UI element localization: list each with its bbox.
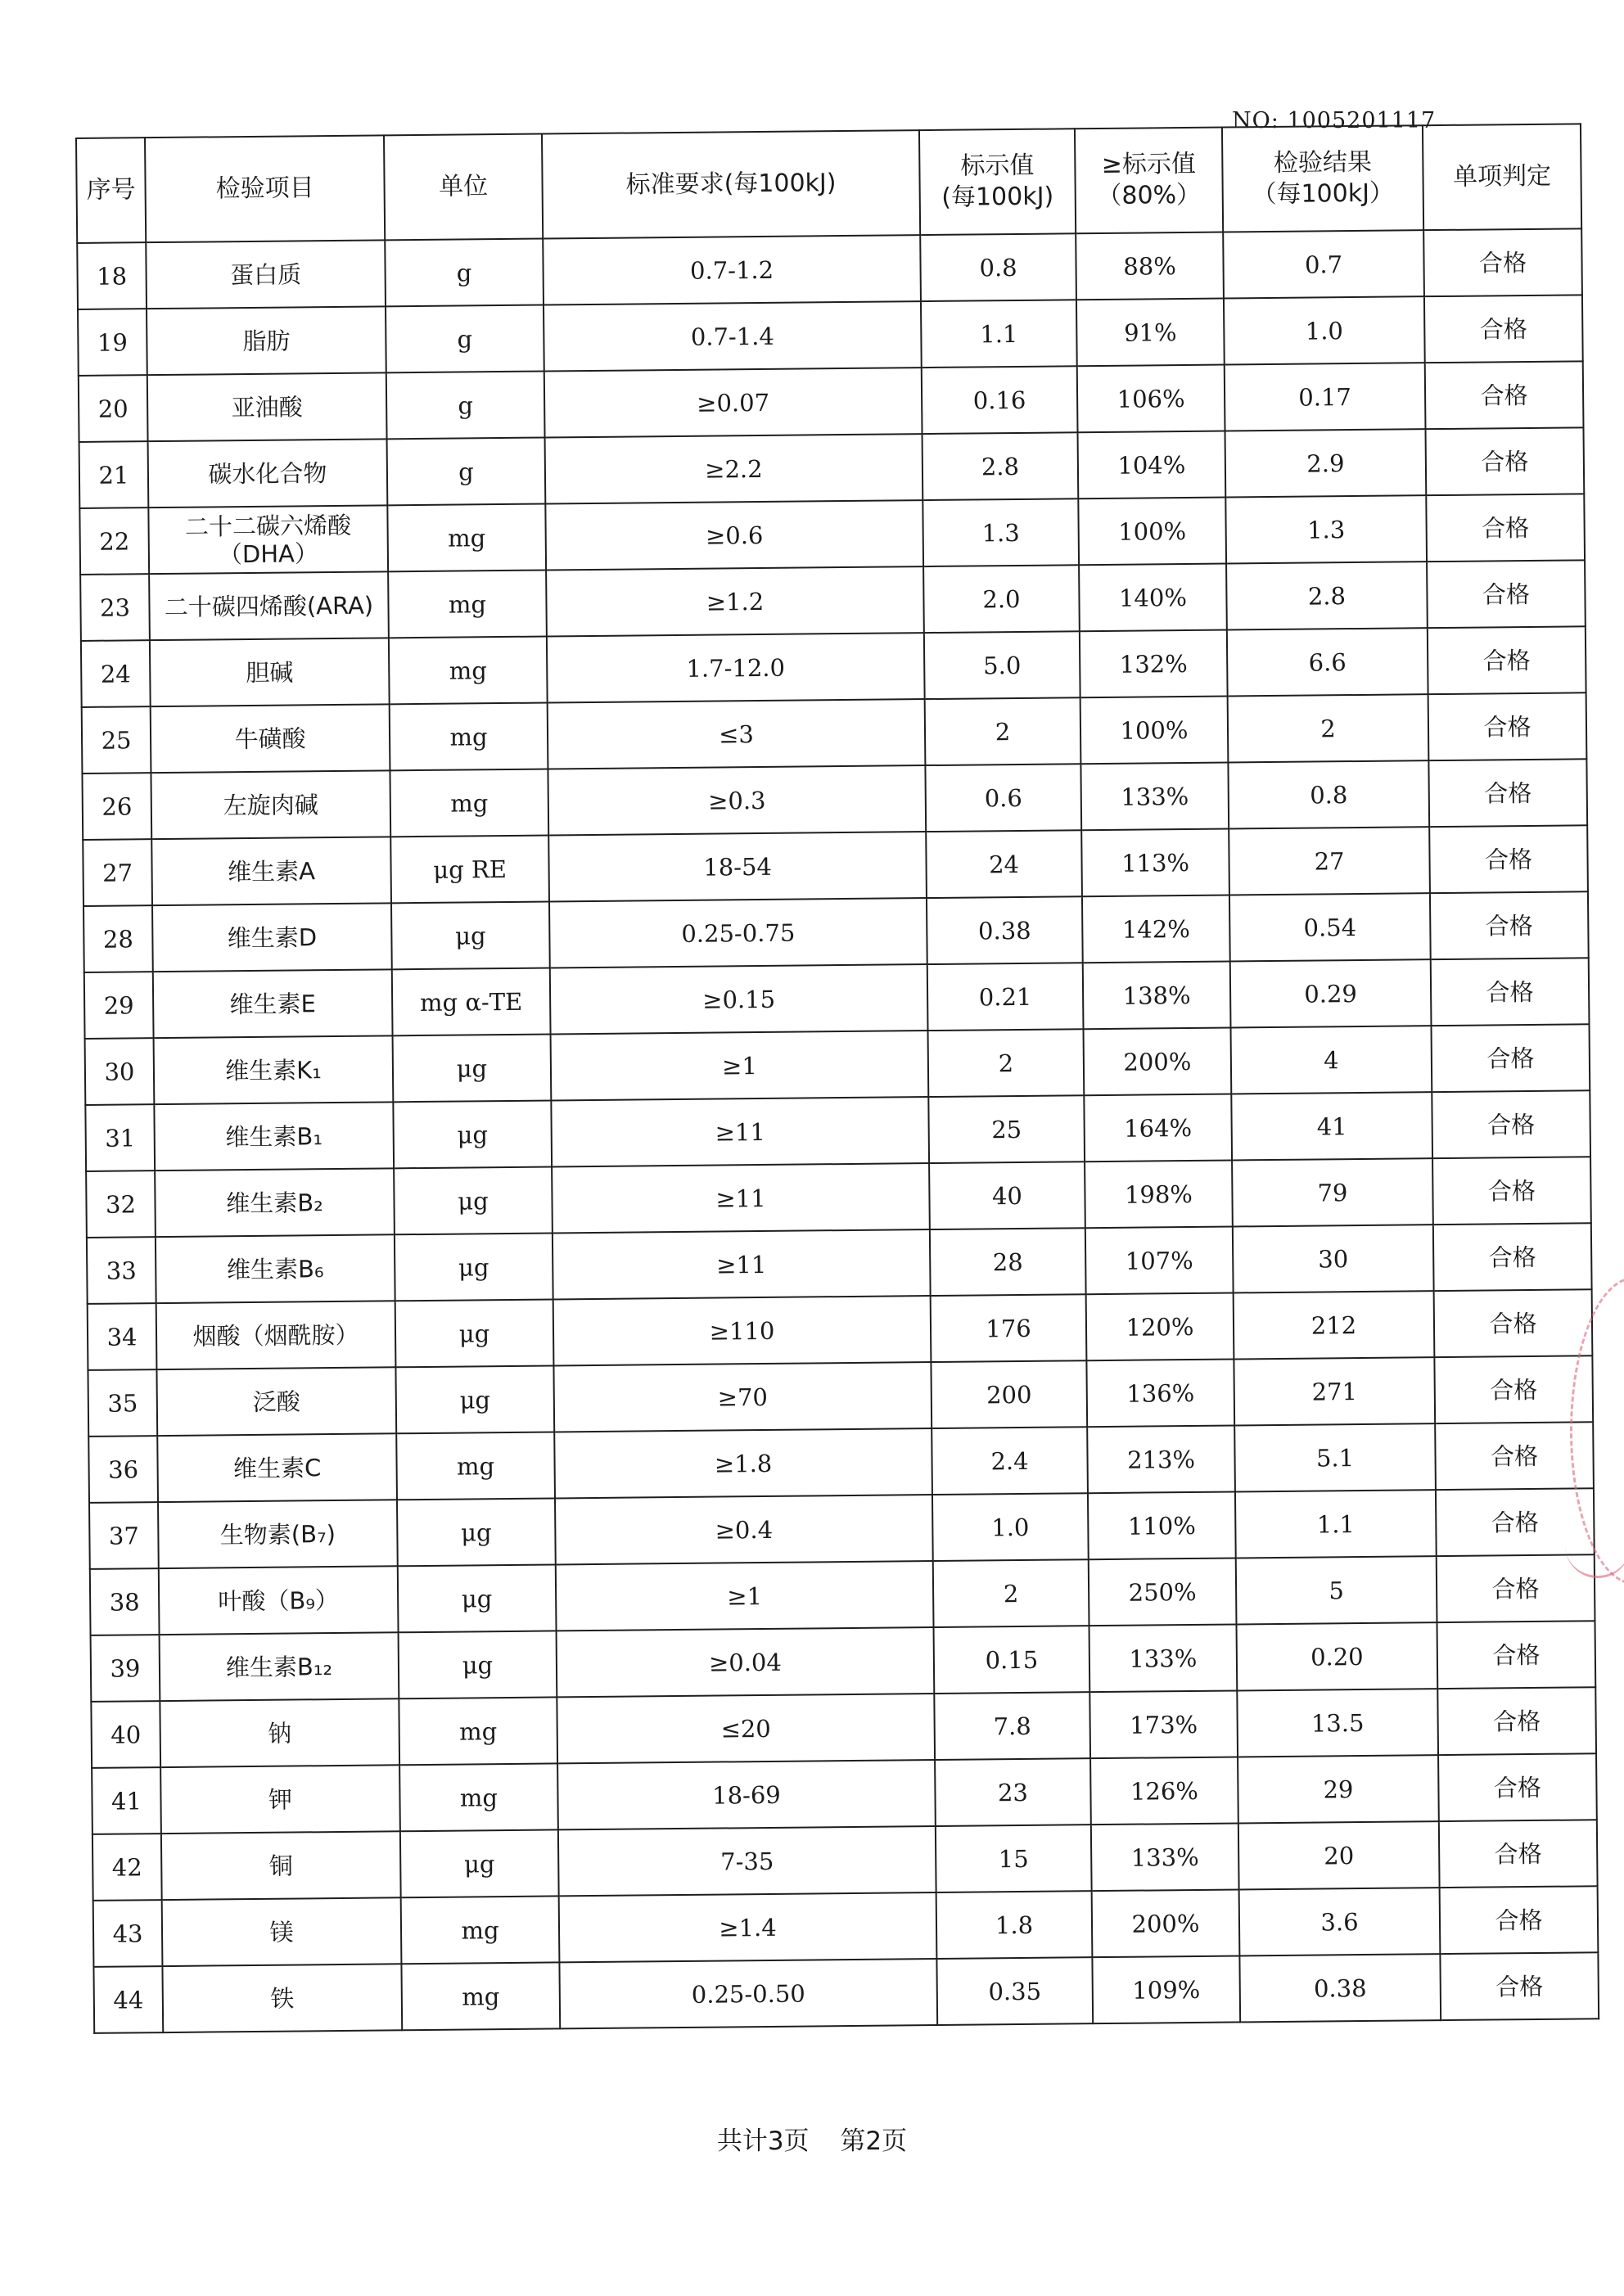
row-test-result: 3.6 — [1239, 1888, 1441, 1955]
row-verdict: 合格 — [1431, 1024, 1590, 1092]
row-labeled-value: 7.8 — [934, 1692, 1090, 1760]
row-index: 20 — [79, 375, 148, 442]
row-labeled-value: 40 — [929, 1162, 1085, 1229]
row-percent-of-label: 109% — [1092, 1955, 1240, 2023]
row-percent-of-label: 91% — [1076, 299, 1225, 367]
row-item-name: 碳水化合物 — [148, 439, 388, 507]
row-verdict: 合格 — [1432, 1157, 1591, 1225]
row-percent-of-label: 200% — [1092, 1889, 1240, 1957]
row-percent-of-label: 198% — [1085, 1160, 1233, 1228]
row-unit: mg — [399, 1763, 558, 1831]
row-verdict: 合格 — [1427, 560, 1586, 628]
row-verdict: 合格 — [1437, 1687, 1596, 1755]
row-percent-of-label: 100% — [1080, 697, 1229, 765]
row-verdict: 合格 — [1432, 1090, 1590, 1158]
row-unit: mg — [387, 504, 546, 572]
row-unit: g — [386, 305, 544, 373]
row-standard: ≥11 — [551, 1097, 929, 1166]
row-test-result: 1.3 — [1225, 495, 1427, 563]
row-percent-of-label: 164% — [1084, 1094, 1232, 1162]
row-labeled-value: 5.0 — [924, 631, 1080, 699]
row-standard: ≥1.2 — [546, 566, 924, 636]
row-standard: ≤20 — [557, 1694, 935, 1763]
row-labeled-value: 28 — [930, 1228, 1086, 1296]
col-header-percent-of-label: ≥标示值 （80%） — [1075, 128, 1223, 234]
row-labeled-value: 1.0 — [932, 1493, 1089, 1561]
row-item-name: 脂肪 — [147, 306, 386, 375]
row-labeled-value: 0.8 — [920, 233, 1076, 301]
row-percent-of-label: 107% — [1085, 1226, 1234, 1294]
row-standard: 18-69 — [557, 1760, 936, 1829]
row-unit: μg — [395, 1299, 554, 1367]
current-page: 第2页 — [840, 2127, 908, 2156]
row-item-name: 烟酸（烟酰胺） — [156, 1301, 396, 1369]
row-verdict: 合格 — [1436, 1488, 1595, 1556]
row-unit: mg — [388, 571, 547, 638]
row-test-result: 27 — [1229, 827, 1430, 895]
row-verdict: 合格 — [1424, 295, 1583, 363]
row-verdict: 合格 — [1438, 1753, 1597, 1821]
row-labeled-value: 1.8 — [936, 1891, 1093, 1959]
row-standard: 0.25-0.50 — [559, 1959, 937, 2028]
row-index: 29 — [84, 972, 154, 1039]
row-test-result: 6.6 — [1227, 628, 1428, 696]
row-standard: ≥0.07 — [544, 368, 923, 437]
row-labeled-value: 0.16 — [922, 366, 1078, 434]
row-verdict: 合格 — [1425, 361, 1584, 429]
row-index: 18 — [77, 242, 147, 309]
row-verdict: 合格 — [1439, 1820, 1598, 1888]
row-index: 28 — [83, 905, 153, 972]
row-index: 25 — [82, 706, 151, 774]
row-item-name: 胆碱 — [150, 638, 390, 706]
row-test-result: 30 — [1233, 1225, 1434, 1292]
row-item-name: 维生素A — [151, 837, 391, 905]
col-header-item: 检验项目 — [145, 135, 385, 242]
row-percent-of-label: 200% — [1084, 1028, 1232, 1096]
row-standard: ≥0.04 — [557, 1627, 935, 1697]
row-index: 39 — [91, 1635, 160, 1702]
row-test-result: 1.0 — [1224, 296, 1425, 364]
row-index: 32 — [86, 1171, 156, 1238]
col-header-verdict: 单项判定 — [1423, 124, 1581, 230]
table-row — [93, 1952, 1599, 2033]
row-percent-of-label: 140% — [1079, 564, 1227, 632]
row-percent-of-label: 126% — [1090, 1757, 1238, 1825]
row-verdict: 合格 — [1423, 228, 1582, 296]
inspection-table-wrapper — [75, 123, 1599, 2034]
row-labeled-value: 0.6 — [925, 764, 1081, 832]
row-labeled-value: 1.1 — [921, 300, 1077, 368]
row-test-result: 0.20 — [1237, 1622, 1438, 1690]
row-labeled-value: 200 — [931, 1360, 1087, 1428]
row-test-result: 0.38 — [1239, 1954, 1441, 2022]
row-index: 23 — [80, 574, 150, 641]
col-header-standard: 标准要求(每100kJ) — [542, 130, 920, 238]
row-verdict: 合格 — [1440, 1886, 1599, 1954]
row-test-result: 4 — [1231, 1026, 1432, 1094]
row-labeled-value: 0.15 — [934, 1626, 1090, 1694]
row-percent-of-label: 113% — [1081, 829, 1229, 897]
row-unit: μg — [400, 1829, 559, 1897]
row-labeled-value: 2 — [928, 1029, 1085, 1097]
row-item-name: 维生素B₆ — [156, 1234, 395, 1303]
row-standard: ≥11 — [553, 1229, 931, 1299]
row-percent-of-label: 100% — [1078, 498, 1226, 566]
row-index: 38 — [90, 1568, 160, 1635]
row-unit: μg — [391, 901, 550, 969]
row-item-name: 泛酸 — [156, 1367, 396, 1436]
row-unit: mg — [390, 702, 548, 770]
row-index: 36 — [88, 1436, 158, 1503]
row-index: 26 — [82, 773, 151, 840]
row-test-result: 2.8 — [1226, 562, 1428, 629]
row-item-name: 叶酸（B₉） — [159, 1566, 399, 1635]
row-standard: 18-54 — [548, 832, 927, 901]
row-unit: μg — [395, 1233, 553, 1301]
row-index: 42 — [92, 1834, 162, 1901]
row-unit: μg — [393, 1034, 552, 1102]
row-percent-of-label: 133% — [1089, 1624, 1238, 1692]
row-unit: g — [386, 372, 545, 440]
row-index: 37 — [89, 1502, 159, 1569]
col-header-unit: 单位 — [384, 134, 543, 241]
row-standard: 0.7-1.2 — [543, 235, 921, 304]
row-item-name: 铁 — [162, 1964, 402, 2032]
row-standard: 0.25-0.75 — [549, 898, 927, 968]
row-percent-of-label: 132% — [1080, 630, 1228, 698]
row-labeled-value: 23 — [935, 1758, 1091, 1826]
row-unit: mg — [390, 769, 548, 837]
row-labeled-value: 0.21 — [927, 963, 1084, 1031]
row-verdict: 合格 — [1425, 427, 1584, 495]
row-percent-of-label: 133% — [1091, 1823, 1239, 1891]
table-body — [77, 228, 1599, 2033]
row-item-name: 左旋肉碱 — [151, 770, 390, 839]
row-unit: mg — [396, 1432, 555, 1500]
row-item-name: 维生素B₂ — [155, 1168, 395, 1237]
row-item-name: 维生素E — [153, 969, 393, 1038]
col-header-index: 序号 — [76, 138, 146, 243]
report-number: NO: 1005201117 — [1232, 108, 1437, 133]
row-percent-of-label: 136% — [1086, 1359, 1234, 1427]
row-unit: μg — [395, 1365, 554, 1433]
row-item-name: 维生素B₁₂ — [160, 1632, 399, 1701]
row-percent-of-label: 142% — [1082, 895, 1230, 963]
row-index: 30 — [85, 1038, 155, 1105]
row-item-name: 蛋白质 — [146, 240, 386, 309]
row-index: 43 — [93, 1900, 163, 1967]
row-percent-of-label: 110% — [1088, 1491, 1236, 1559]
row-verdict: 合格 — [1428, 692, 1587, 760]
row-test-result: 271 — [1234, 1357, 1435, 1425]
row-test-result: 1.1 — [1235, 1490, 1437, 1558]
row-test-result: 29 — [1238, 1755, 1439, 1823]
row-verdict: 合格 — [1426, 494, 1585, 562]
row-item-name: 二十二碳六烯酸 （DHA） — [148, 505, 388, 574]
row-verdict: 合格 — [1435, 1422, 1594, 1490]
row-test-result: 20 — [1238, 1821, 1440, 1889]
row-index: 19 — [78, 309, 147, 376]
row-verdict: 合格 — [1434, 1289, 1593, 1357]
row-percent-of-label: 106% — [1077, 365, 1225, 433]
row-test-result: 2.9 — [1225, 429, 1427, 497]
row-standard: ≥11 — [552, 1163, 930, 1233]
row-item-name: 生物素(B₇) — [158, 1500, 398, 1568]
row-standard: ≥1 — [551, 1031, 929, 1100]
row-item-name: 维生素C — [157, 1433, 397, 1502]
row-verdict: 合格 — [1429, 825, 1588, 893]
row-unit: g — [387, 438, 546, 506]
row-percent-of-label: 138% — [1083, 962, 1231, 1030]
row-verdict: 合格 — [1428, 759, 1587, 827]
row-verdict: 合格 — [1433, 1223, 1592, 1291]
row-percent-of-label: 104% — [1078, 431, 1226, 499]
row-item-name: 维生素D — [152, 903, 392, 972]
row-test-result: 13.5 — [1237, 1689, 1438, 1757]
row-unit: g — [385, 239, 544, 307]
row-test-result: 212 — [1234, 1291, 1435, 1359]
row-labeled-value: 1.3 — [923, 498, 1079, 566]
row-labeled-value: 24 — [926, 830, 1082, 898]
row-index: 40 — [91, 1701, 160, 1768]
row-verdict: 合格 — [1437, 1554, 1595, 1622]
row-verdict: 合格 — [1428, 626, 1586, 694]
row-index: 34 — [88, 1303, 157, 1370]
row-test-result: 0.7 — [1223, 230, 1424, 298]
row-labeled-value: 2 — [925, 697, 1081, 765]
row-item-name: 二十碳四烯酸(ARA) — [149, 571, 389, 640]
row-unit: mg — [399, 1697, 557, 1765]
row-labeled-value: 2.0 — [923, 565, 1080, 633]
row-unit: μg — [398, 1564, 557, 1632]
col-header-labeled-value: 标示值 (每100kJ) — [919, 129, 1076, 235]
row-verdict: 合格 — [1440, 1952, 1599, 2020]
row-percent-of-label: 173% — [1089, 1690, 1238, 1758]
row-standard: ≥1.8 — [554, 1428, 932, 1498]
table-header-row — [76, 124, 1581, 243]
row-verdict: 合格 — [1437, 1621, 1595, 1689]
row-item-name: 牛磺酸 — [151, 704, 390, 773]
row-unit: μg — [394, 1166, 553, 1234]
row-unit: mg — [401, 1896, 560, 1964]
row-percent-of-label: 88% — [1076, 232, 1224, 300]
row-test-result: 0.8 — [1228, 760, 1429, 828]
row-test-result: 2 — [1228, 694, 1429, 762]
row-index: 22 — [79, 507, 149, 575]
row-labeled-value: 0.38 — [927, 896, 1083, 964]
row-test-result: 0.17 — [1225, 363, 1426, 431]
row-standard: ≥0.3 — [548, 765, 926, 835]
row-standard: 7-35 — [558, 1826, 936, 1896]
row-index: 35 — [88, 1369, 157, 1437]
row-labeled-value: 25 — [928, 1095, 1085, 1163]
row-standard: ≥1.4 — [559, 1892, 937, 1962]
row-labeled-value: 0.35 — [936, 1957, 1093, 2025]
row-verdict: 合格 — [1434, 1355, 1593, 1423]
row-standard: ≥2.2 — [545, 434, 923, 503]
row-item-name: 亚油酸 — [147, 372, 387, 441]
row-item-name: 钾 — [160, 1765, 400, 1834]
row-standard: ≥1 — [556, 1561, 934, 1631]
row-labeled-value: 2 — [933, 1559, 1089, 1627]
row-item-name: 维生素K₁ — [154, 1035, 394, 1104]
row-standard: ≥70 — [553, 1362, 932, 1432]
row-percent-of-label: 213% — [1087, 1425, 1235, 1493]
row-item-name: 铜 — [161, 1831, 401, 1900]
row-standard: ≥0.15 — [550, 964, 928, 1034]
row-standard: ≥0.6 — [545, 500, 923, 570]
row-standard: ≤3 — [548, 699, 926, 769]
row-verdict: 合格 — [1430, 891, 1589, 959]
row-test-result: 5.1 — [1234, 1423, 1436, 1491]
row-unit: mg — [389, 637, 548, 705]
row-standard: ≥0.4 — [555, 1495, 933, 1564]
row-percent-of-label: 133% — [1080, 763, 1229, 831]
row-item-name: 维生素B₁ — [154, 1102, 394, 1171]
row-standard: 0.7-1.4 — [544, 301, 922, 371]
total-pages: 共计3页 — [716, 2127, 810, 2156]
row-test-result: 41 — [1231, 1092, 1432, 1160]
row-index: 24 — [81, 640, 151, 707]
row-index: 31 — [85, 1104, 155, 1171]
row-verdict: 合格 — [1431, 958, 1590, 1026]
row-unit: μg — [393, 1100, 552, 1168]
row-unit: μg — [399, 1631, 557, 1698]
row-index: 21 — [79, 441, 149, 508]
row-index: 41 — [92, 1767, 161, 1834]
row-index: 27 — [83, 839, 152, 906]
col-header-test-result: 检验结果 （每100kJ） — [1222, 125, 1423, 232]
row-index: 44 — [93, 1966, 163, 2033]
row-standard: 1.7-12.0 — [547, 633, 925, 702]
row-labeled-value: 15 — [936, 1825, 1092, 1892]
row-unit: mg — [401, 1962, 560, 2030]
row-item-name: 镁 — [162, 1897, 402, 1966]
page-footer — [0, 2120, 1624, 2157]
row-item-name: 钠 — [160, 1698, 399, 1767]
inspection-results-table — [75, 123, 1599, 2034]
row-unit: μg RE — [390, 835, 549, 903]
row-standard: ≥110 — [553, 1296, 932, 1365]
row-labeled-value: 176 — [931, 1294, 1087, 1362]
row-test-result: 0.54 — [1229, 893, 1431, 961]
row-percent-of-label: 250% — [1089, 1558, 1237, 1626]
row-test-result: 0.29 — [1230, 959, 1432, 1027]
row-labeled-value: 2.4 — [932, 1427, 1088, 1495]
row-unit: mg α-TE — [392, 968, 551, 1035]
row-labeled-value: 2.8 — [923, 432, 1079, 500]
row-unit: μg — [397, 1498, 556, 1566]
row-test-result: 5 — [1236, 1556, 1437, 1624]
row-index: 33 — [87, 1237, 156, 1304]
row-test-result: 79 — [1232, 1158, 1433, 1226]
row-percent-of-label: 120% — [1086, 1292, 1234, 1360]
